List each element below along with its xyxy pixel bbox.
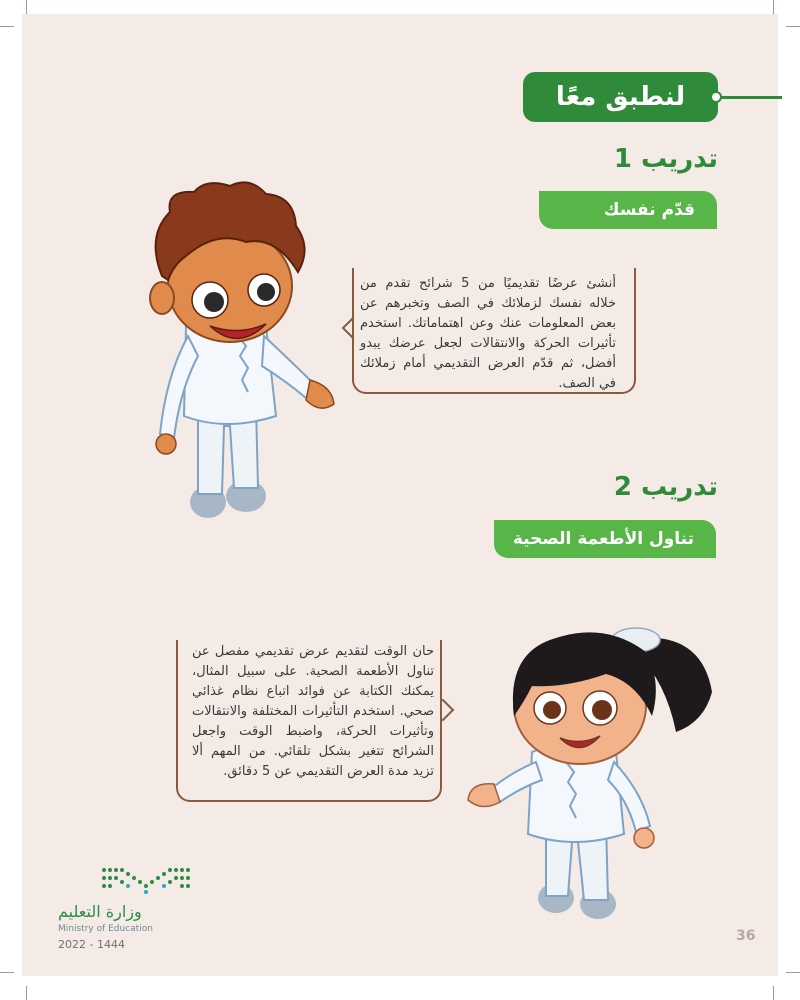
banner-connector: [716, 96, 782, 99]
ministry-name-english: Ministry of Education: [58, 924, 153, 934]
exercise-1-heading: تدريب 1: [613, 144, 718, 174]
boy-ear: [150, 282, 174, 314]
girl-pupil: [543, 701, 561, 719]
section-banner: [523, 72, 718, 122]
page-number: 36: [736, 928, 756, 944]
exercise-1-text: أنشئ عرضًا تقديميًا من 5 شرائح تقدم من خلاله نفسك لزملائك في الصف وتخبرهم عن بعض المعلومات عنك وعن اهتماماتك. استخدم تأثيرات الحركة والانتقالات لجعل عرضك يبدو أفضل، ثم قدّم العرض التقديمي أمام زملائك في الصف.: [360, 276, 616, 391]
exercise-2-subtitle-bar: [494, 520, 716, 558]
exercise-2-text: حان الوقت لتقديم عرض تقديمي مفصل عن تناول الأطعمة الصحية. على سبيل المثال، يمكنك الكتابة عن فوائد اتباع نظام غذائي صحي. استخدم التأثيرات المختلفة والانتقالات وتأثيرات الحركة، واضبط الوقت واجعل الشرائح تتغير بشكل تلقائي. من المهم ألا تزيد مدة العرض التقديمي عن 5 دقائق.: [192, 644, 434, 779]
crop-mark: [786, 972, 800, 973]
exercise-1-speech-bubble: [352, 268, 636, 394]
ministry-name-arabic: وزارة التعليم: [58, 902, 142, 921]
crop-mark: [0, 26, 14, 27]
banner-dot: [710, 91, 722, 103]
boy-left-hand: [156, 434, 176, 454]
banner-title: لنطبق معًا: [555, 82, 686, 112]
ministry-logo-icon: [100, 864, 192, 896]
exercise-2-heading: تدريب 2: [613, 472, 718, 502]
crop-mark: [26, 986, 27, 1000]
crop-mark: [26, 0, 27, 14]
edition-year: 2022 - 1444: [58, 938, 125, 951]
crop-mark: [773, 0, 774, 14]
crop-mark: [786, 26, 800, 27]
crop-mark: [0, 972, 14, 973]
girl-right-hand: [634, 828, 654, 848]
girl-left-hand: [468, 784, 500, 807]
crop-mark: [773, 986, 774, 1000]
exercise-2-speech-bubble: [176, 640, 442, 802]
exercise-2-subtitle: تناول الأطعمة الصحية: [512, 529, 694, 549]
boy-pupil: [204, 292, 224, 312]
boy-character-illustration: [126, 176, 342, 528]
exercise-1-subtitle: قدّم نفسك: [603, 200, 695, 220]
exercise-1-subtitle-bar: [539, 191, 717, 229]
girl-character-illustration: [466, 612, 718, 924]
girl-pupil: [592, 700, 612, 720]
boy-right-hand: [306, 380, 334, 408]
boy-pupil: [257, 283, 275, 301]
